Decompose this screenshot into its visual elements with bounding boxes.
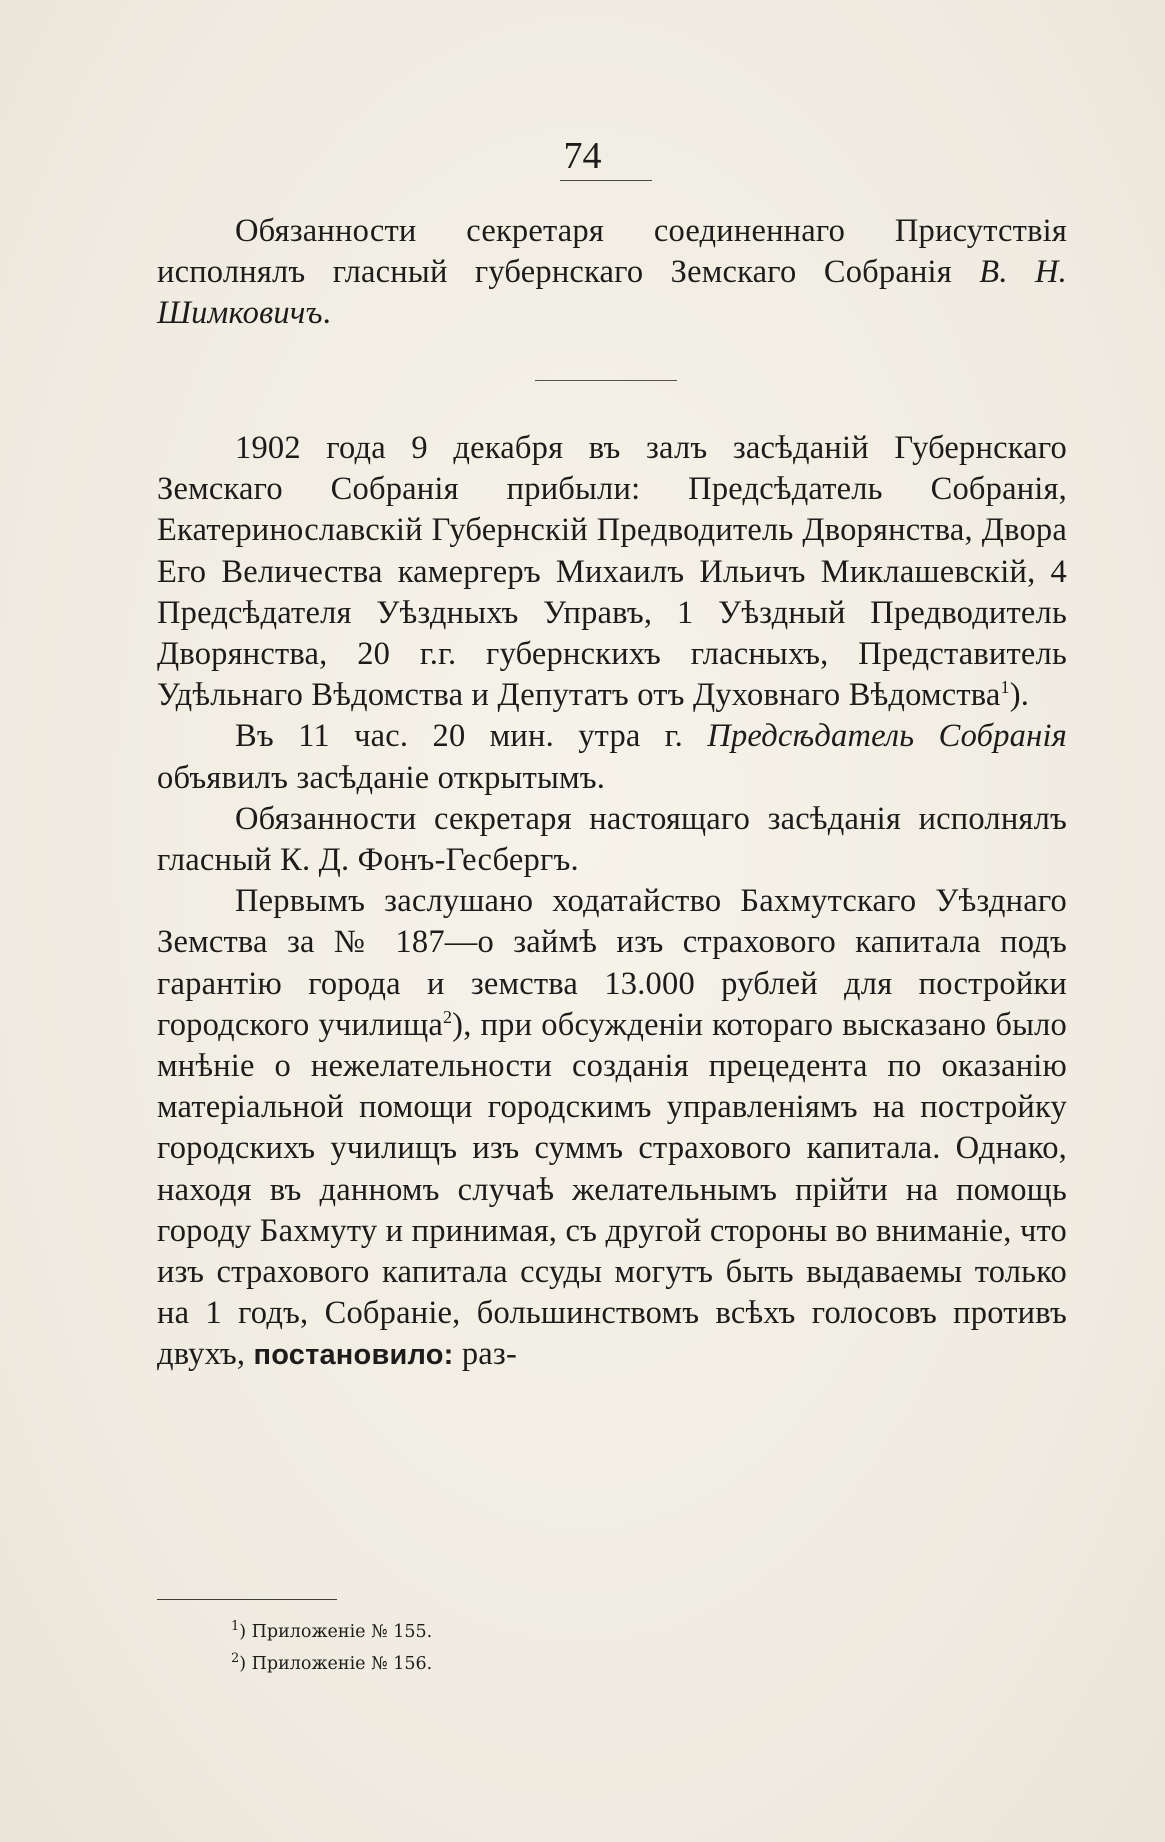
chairman-title: Предсѣдатель Собранія [707, 718, 1067, 755]
intro-text: Обязанности секретаря соединеннаго Присутствія исполнялъ гласный губернскаго Земскаго Собранія [157, 213, 1067, 291]
secretary-name: В. Н. Шимковичъ [157, 254, 1068, 332]
footnote-separator [157, 1599, 337, 1600]
footnote-text: ) Приложеніе № 156. [239, 1654, 433, 1674]
paragraph-opening [157, 716, 1067, 798]
opening-end: объявилъ засѣданіе открытымъ. [157, 759, 606, 796]
paragraph-petition [157, 881, 1067, 1376]
attendance-end: ). [1009, 677, 1030, 714]
minutes-text [157, 428, 1067, 1377]
secretary-intro-paragraph [157, 211, 1067, 335]
attendance-text: 1902 года 9 декабря въ залъ засѣданій Губернскаго Земскаго Собранія прибыли: Предсѣдатель Собранія, Екатеринославскій Губернскій Предводитель Дворянства, Двора Его Величества камергеръ Михаилъ Ильичъ Миклашевскій, 4 Предсѣдателя Уѣздныхъ Управъ, 1 Уѣздный Предводитель Дворянства, 20 г.г. губернскихъ гласныхъ, Представитель Удѣльнаго Вѣдомства и Депутатъ отъ Духовнаго Вѣдомства [157, 430, 1067, 714]
page-number: 74 [563, 135, 602, 177]
opening-text: Въ 11 час. 20 мин. утра г. [235, 718, 708, 755]
footnote-text: ) Приложеніе № 155. [239, 1622, 433, 1642]
footnote-ref-1[interactable]: 1 [1000, 677, 1010, 698]
petition-text: Первымъ заслушано ходатайство Бахмутскаго Уѣзднаго Земства за № 187—о займѣ изъ страхового капитала подъ гарантію города и земства 13.000 рублей для постройки городского училища [157, 883, 1067, 1043]
paragraph-secretary [157, 799, 1067, 881]
footnotes [231, 1616, 432, 1680]
petition-discussion: ), при обсужденіи котораго высказано было мнѣніе о нежелательности созданія прецедента по оказанію матеріальной помощи городскимъ управленіямъ на постройку городскихъ училищъ изъ суммъ страхового капитала. Однако, находя въ данномъ случаѣ желательнымъ прійти на помощь городу Бахмуту и принимая, съ другой стороны во вниманіе, что изъ страхового капитала ссуды могутъ быть выдаваемы только на 1 годъ, Собраніе, большинствомъ всѣхъ голосовъ противъ двухъ, [157, 1006, 1067, 1373]
footnote-ref-2[interactable]: 2 [442, 1006, 453, 1027]
footnote-2 [231, 1648, 432, 1680]
secretary-text: Обязанности секретаря настоящаго засѣданія исполнялъ гласный К. Д. Фонъ-Гесбергъ. [157, 800, 1067, 879]
footnote-mark: 2 [231, 1651, 240, 1666]
petition-end: раз- [453, 1336, 517, 1373]
page-number-underline [560, 180, 652, 181]
intro-end: . [322, 295, 331, 332]
section-divider [535, 380, 677, 381]
footnote-1 [231, 1616, 432, 1648]
paragraph-attendance [157, 428, 1067, 716]
resolved-keyword: постановило: [253, 1339, 454, 1372]
footnote-mark: 1 [231, 1619, 240, 1634]
